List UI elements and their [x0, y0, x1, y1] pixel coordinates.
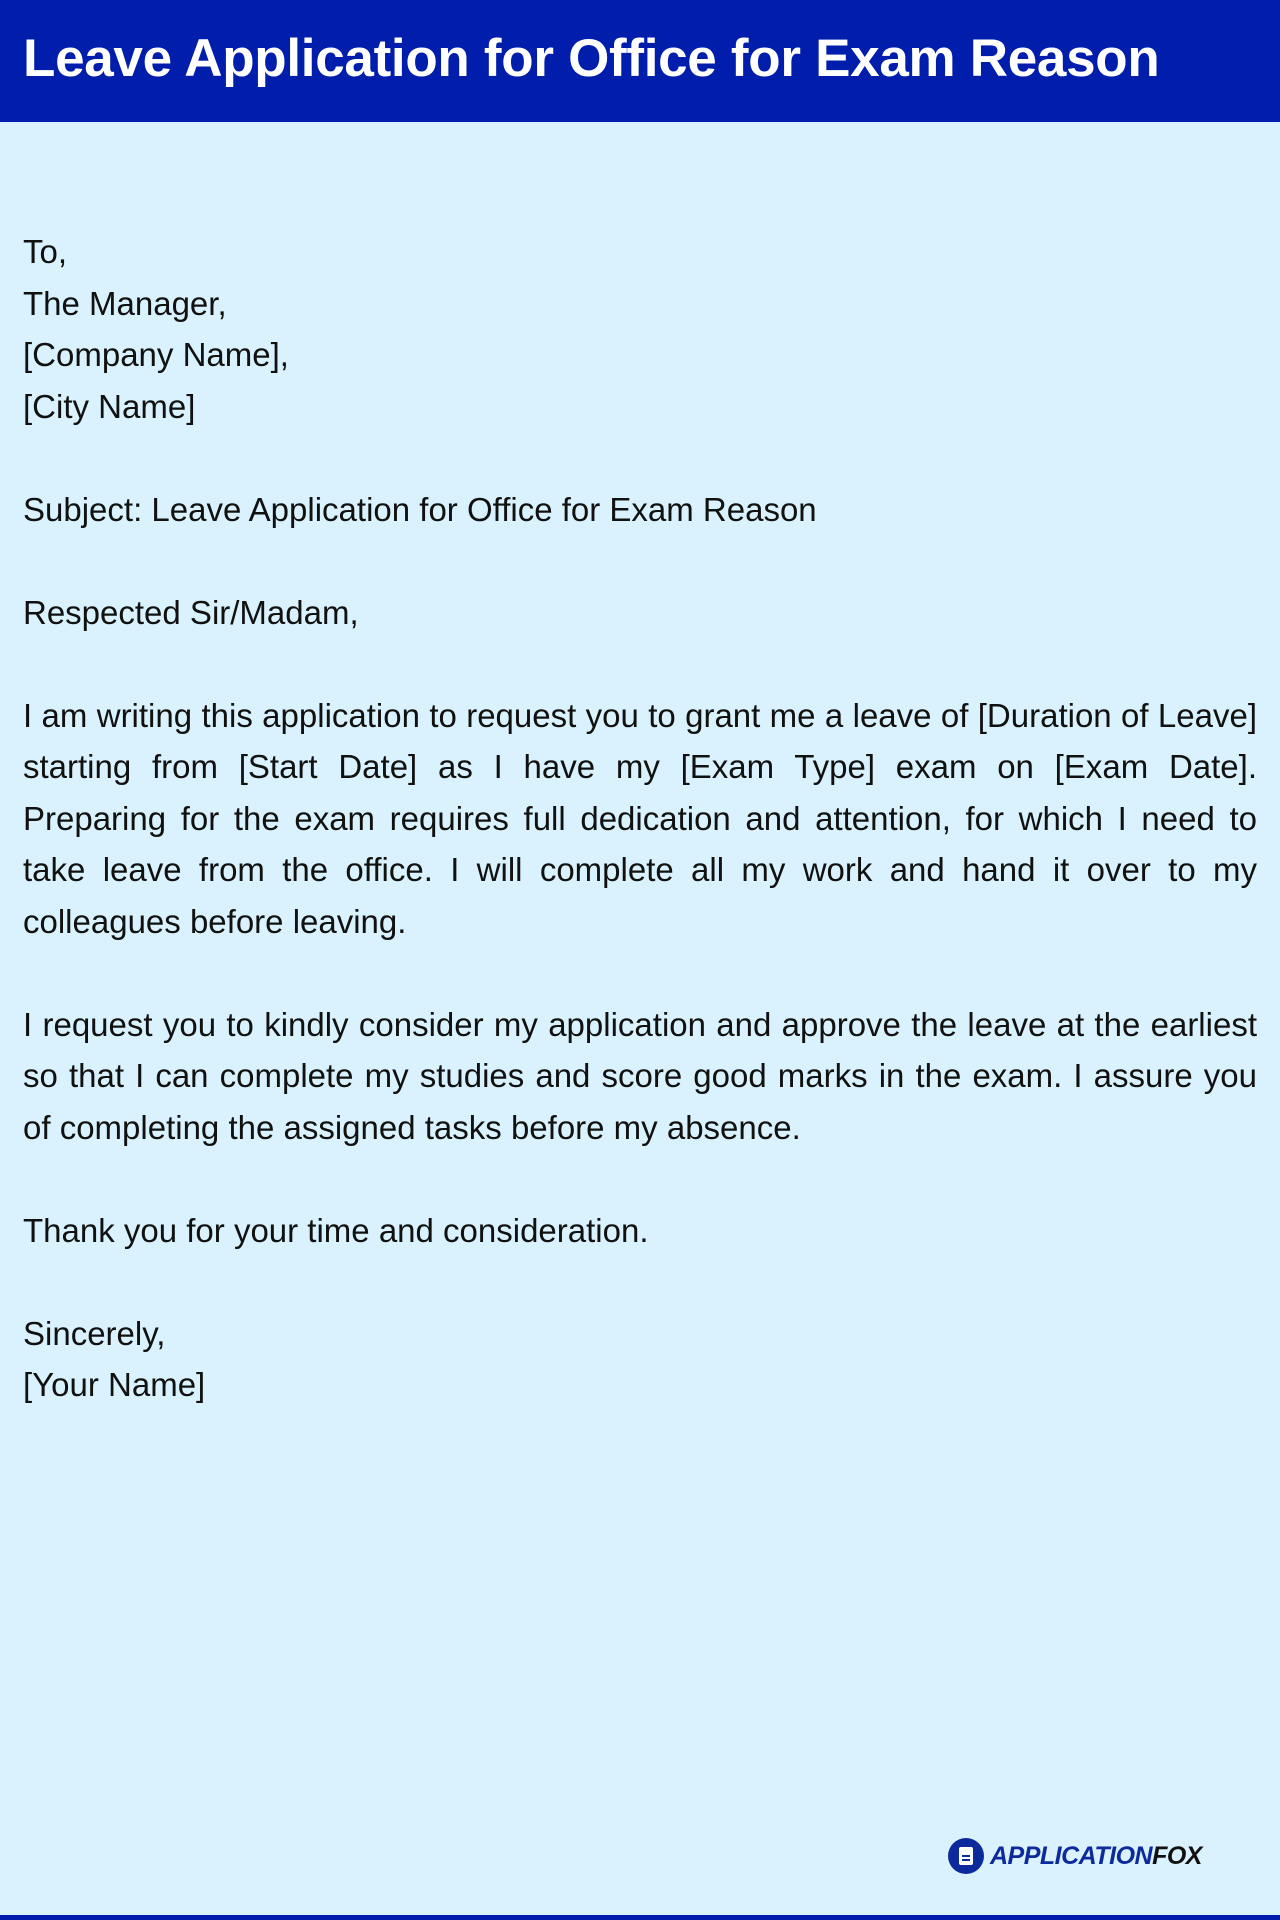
- address-line: [Company Name],: [23, 336, 289, 373]
- logo-text-fox: FOX: [1152, 1841, 1202, 1870]
- address-line: The Manager,: [23, 284, 227, 322]
- footer-bar: [0, 1915, 1280, 1920]
- signature: [Your Name]: [23, 1366, 206, 1403]
- page-title: Leave Application for Office for Exam Reason: [23, 29, 1160, 88]
- address-line: To,: [23, 233, 68, 270]
- document-icon: [948, 1838, 984, 1874]
- recipient-address: [23, 226, 1257, 432]
- applicationfox-logo: [948, 1838, 1202, 1874]
- body-paragraph: I am writing this application to request you to grant me a leave of [Duration of Leave] starting from [Start Date] as I have my [Exam Type] exam on [Exam Date]. Preparing for the exam requires full dedication and attention, for which I need to take leave from the office. I will complete all my work and hand it over to my colleagues before leaving.: [23, 696, 1257, 940]
- salutation: Respected Sir/Madam,: [23, 593, 359, 631]
- signoff: [23, 1308, 1257, 1411]
- subject-line: Subject: Leave Application for Office for Exam Reason: [23, 490, 817, 528]
- logo-text-application: APPLICATION: [990, 1841, 1153, 1870]
- header-banner: [0, 0, 1280, 122]
- address-line: [City Name]: [23, 387, 196, 425]
- closing: Sincerely,: [23, 1314, 166, 1352]
- letter-body: [23, 226, 1257, 1462]
- body-paragraph: I request you to kindly consider my application and approve the leave at the earliest so that I can complete my studies and score good marks in the exam. I assure you of completing the assigned tasks before my absence.: [23, 1005, 1257, 1146]
- thanks-paragraph: Thank you for your time and consideration.: [23, 1211, 649, 1249]
- logo-text: [990, 1842, 1202, 1871]
